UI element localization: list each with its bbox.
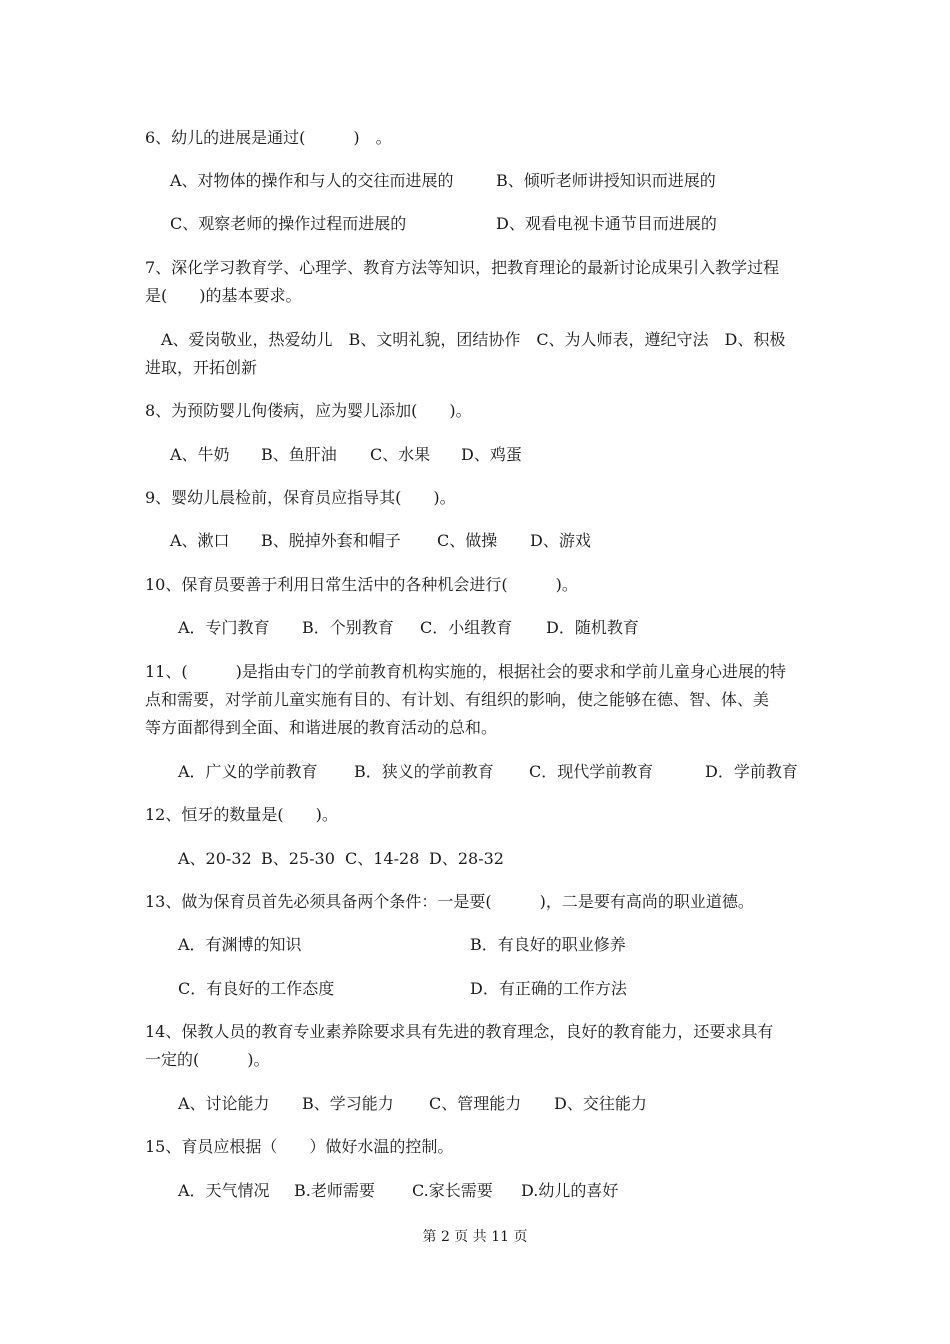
question-13-stem: 13、做为保育员首先必须具备两个条件：一是要( )，二是要有高尚的职业道德。 [145,892,754,911]
question-13-option-b: B．有良好的职业修养 [470,935,626,954]
question-12-option-b: B、25-30 [261,849,335,868]
question-6-option-c: C、观察老师的操作过程而进展的 [170,214,407,233]
question-9-option-a: A、漱口 [170,531,230,550]
question-11-option-b: B．狭义的学前教育 [354,762,494,781]
question-14-option-a: A、讨论能力 [178,1094,270,1113]
question-14-option-d: D、交往能力 [554,1094,647,1113]
question-8-option-c: C、水果 [370,445,431,464]
question-12-option-c: C、14-28 [345,849,420,868]
question-9-stem: 9、婴幼儿晨检前，保育员应指导其( )。 [145,488,456,507]
question-9-option-d: D、游戏 [530,531,591,550]
question-7-options-line-1: A、爱岗敬业，热爱幼儿 B、文明礼貌，团结协作 C、为人师表，遵纪守法 D、积极 [145,330,786,349]
question-11-stem-line-2: 点和需要，对学前儿童实施有目的、有计划、有组织的影响，使之能够在德、智、体、美 [145,690,770,709]
question-8-stem: 8、为预防婴儿佝偻病，应为婴儿添加( )。 [145,401,472,420]
question-8-option-a: A、牛奶 [170,445,230,464]
question-11-option-a: A．广义的学前教育 [178,762,318,781]
question-11-stem-line-1: 11、( )是指由专门的学前教育机构实施的，根据社会的要求和学前儿童身心进展的特 [145,662,786,681]
question-14-option-b: B、学习能力 [302,1094,394,1113]
question-15-option-d: D.幼儿的喜好 [521,1181,619,1200]
question-10-option-d: D．随机教育 [546,618,639,637]
question-10-option-b: B．个别教育 [302,618,394,637]
question-15-option-a: A．天气情况 [178,1181,270,1200]
question-14-option-c: C、管理能力 [429,1094,522,1113]
question-9-option-c: C、做操 [437,531,498,550]
question-15-option-b: B.老师需要 [294,1181,375,1200]
question-10-stem: 10、保育员要善于利用日常生活中的各种机会进行( )。 [145,575,578,594]
question-13-option-c: C．有良好的工作态度 [178,979,335,998]
question-13-option-d: D．有正确的工作方法 [470,979,627,998]
question-14-stem-line-2: 一定的( )。 [145,1050,270,1069]
page-footer: 第 2 页 共 11 页 [422,1229,528,1245]
question-10-option-a: A．专门教育 [178,618,270,637]
question-8-option-b: B、鱼肝油 [261,445,337,464]
question-15-option-c: C.家长需要 [412,1181,493,1200]
question-12-option-d: D、28-32 [429,849,504,868]
question-8-option-d: D、鸡蛋 [461,445,522,464]
question-12-option-a: A、20-32 [178,849,252,868]
question-13-option-a: A．有渊博的知识 [178,935,302,954]
question-11-option-c: C．现代学前教育 [529,762,654,781]
question-7-stem-line-2: 是( )的基本要求。 [145,286,302,305]
question-6-option-d: D、观看电视卡通节目而进展的 [496,214,717,233]
question-15-stem: 15、育员应根据（ ）做好水温的控制。 [145,1137,454,1156]
question-9-option-b: B、脱掉外套和帽子 [261,531,401,550]
question-6-option-a: A、对物体的操作和与人的交往而进展的 [170,171,454,190]
question-11-option-d: D．学前教育 [705,762,798,781]
question-11-stem-line-3: 等方面都得到全面、和谐进展的教育活动的总和。 [145,718,498,737]
question-6-stem: 6、幼儿的进展是通过( ) 。 [145,128,392,147]
question-14-stem-line-1: 14、保教人员的教育专业素养除要求具有先进的教育理念，良好的教育能力，还要求具有 [145,1022,774,1041]
question-7-options-line-2: 进取，开拓创新 [145,358,258,377]
question-10-option-c: C．小组教育 [420,618,513,637]
question-6-option-b: B、倾听老师讲授知识而进展的 [496,171,716,190]
question-7-stem-line-1: 7、深化学习教育学、心理学、教育方法等知识，把教育理论的最新讨论成果引入教学过程 [145,258,780,277]
question-12-stem: 12、恒牙的数量是( )。 [145,805,338,824]
